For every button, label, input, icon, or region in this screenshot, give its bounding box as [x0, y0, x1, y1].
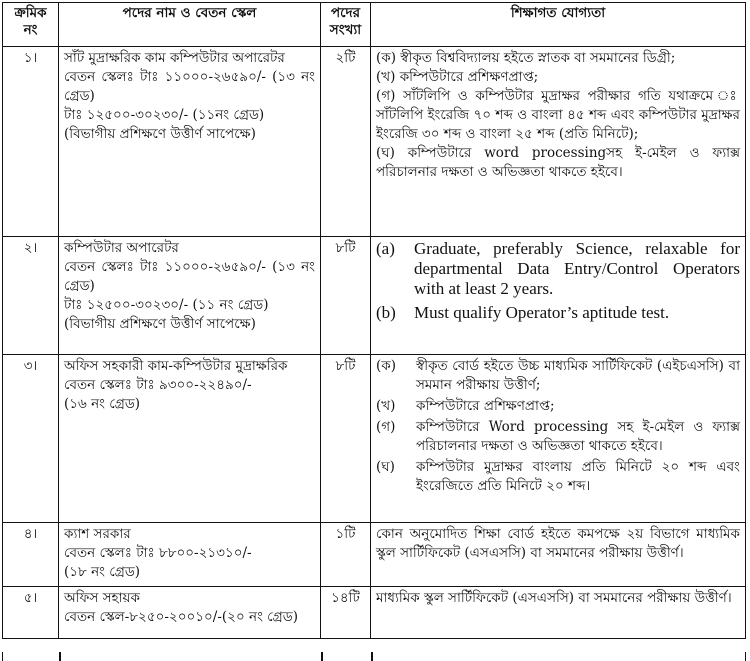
- qualification-cell: [371, 355, 746, 523]
- column-divider: [321, 652, 323, 661]
- qualification-item: [376, 239, 740, 299]
- qualification-item: কোন অনুমোদিত শিক্ষা বোর্ড হইতে কমপক্ষে ২য় বিভাগে মাধ্যমিক স্কুল সার্টিফিকেট (এসএসসি) বা সমমানের পরীক্ষায় উত্তীর্ণ।: [376, 526, 740, 561]
- serial-cell: ৪।: [3, 523, 59, 587]
- column-divider: [59, 652, 61, 661]
- count-cell: ১৪টি: [321, 587, 371, 639]
- pay-scale: বেতন স্কেলঃ টাঃ ৯৩০০-২২৪৯০/-: [64, 377, 252, 393]
- serial-cell: ৩।: [3, 355, 59, 523]
- serial-cell: ২।: [3, 237, 59, 355]
- qualification-item: (খ) কম্পিউটারে প্রশিক্ষণপ্রাপ্ত;: [376, 69, 539, 85]
- serial-cell: ১।: [3, 47, 59, 237]
- serial-header: ক্রমিক নং: [3, 3, 59, 47]
- pay-scale-alt: টাঃ ১২৫০০-৩০২৩০/- (১১ নং গ্রেড): [64, 297, 269, 313]
- qualification-header: শিক্ষাগত যোগ্যতা: [371, 3, 746, 47]
- qualification-cell: [371, 587, 746, 639]
- qualification-item: [376, 458, 740, 496]
- pay-scale: বেতন স্কেলঃ টাঃ ১১০০০-২৬৫৯০/- (১৩ নং গ্রেড): [64, 259, 315, 294]
- post-cell: [59, 355, 321, 523]
- item-marker: (ঘ): [376, 459, 395, 475]
- pay-scale: বেতন স্কেল-৮২৫০-২০০১০/-(২০ নং গ্রেড): [64, 609, 298, 625]
- column-divider: [371, 652, 373, 661]
- item-marker: (ক): [376, 358, 396, 374]
- next-row-stub: [2, 652, 746, 661]
- table-row: [3, 523, 746, 587]
- post-note: (বিভাগীয় প্রশিক্ষণে উত্তীর্ণ সাপেক্ষে): [64, 126, 256, 142]
- count-cell: ৮টি: [321, 237, 371, 355]
- pay-scale-alt: টাঃ ১২৫০০-৩০২৩০/- (১১নং গ্রেড): [64, 107, 265, 123]
- pay-scale: বেতন স্কেলঃ টাঃ ১১০০০-২৬৫৯০/- (১৩ নং গ্রেড): [64, 69, 315, 104]
- post-title: অফিস সহকারী কাম-কম্পিউটার মুদ্রাক্ষরিক: [64, 358, 288, 374]
- post-note: (বিভাগীয় প্রশিক্ষণে উত্তীর্ণ সাপেক্ষে): [64, 316, 256, 332]
- item-marker: (b): [376, 303, 396, 322]
- count-cell: ১টি: [321, 523, 371, 587]
- post-header: পদের নাম ও বেতন স্কেল: [59, 3, 321, 47]
- post-cell: [59, 237, 321, 355]
- item-marker: (গ): [376, 419, 396, 435]
- qualification-item: [376, 357, 740, 395]
- post-cell: [59, 587, 321, 639]
- qualification-item: (ক) স্বীকৃত বিশ্ববিদ্যালয় হইতে স্নাতক বা সমমানের ডিগ্রী;: [376, 50, 676, 66]
- qualification-cell: [371, 523, 746, 587]
- item-text: Graduate, preferably Science, relaxable for departmental Data Entry/Control Operators with at least 2 years.: [414, 239, 740, 298]
- count-header: পদের সংখ্যা: [321, 3, 371, 47]
- item-text: কম্পিউটার মুদ্রাক্ষর বাংলায় প্রতি মিনিটে ২০ শব্দ এবং ইংরেজিতে প্রতি মিনিটে ২০ শব্দ।: [416, 459, 740, 494]
- post-title: সাঁট মুদ্রাক্ষরিক কাম কম্পিউটার অপারেটর: [64, 50, 285, 66]
- item-marker: (a): [376, 239, 395, 258]
- serial-cell: ৫।: [3, 587, 59, 639]
- table-row: [3, 587, 746, 639]
- item-text: স্বীকৃত বোর্ড হইতে উচ্চ মাধ্যমিক সার্টিফিকেট (এইচএসসি) বা সমমান পরীক্ষায় উত্তীর্ণ;: [416, 358, 740, 393]
- qualification-item: [376, 397, 740, 416]
- post-title: কম্পিউটার অপারেটর: [64, 240, 179, 256]
- recruitment-table: [2, 2, 746, 639]
- qualification-item: মাধ্যমিক স্কুল সার্টিফিকেট (এসএসসি) বা সমমানের পরীক্ষায় উত্তীর্ণ।: [376, 590, 732, 606]
- table-row: [3, 47, 746, 237]
- post-title: অফিস সহায়ক: [64, 590, 140, 606]
- qualification-item: [376, 303, 740, 323]
- count-cell: ৮টি: [321, 355, 371, 523]
- count-cell: ২টি: [321, 47, 371, 237]
- post-cell: [59, 523, 321, 587]
- header-row: [3, 3, 746, 47]
- item-text: Must qualify Operator’s aptitude test.: [414, 303, 670, 322]
- item-text: কম্পিউটারে Word processing সহ ই-মেইল ও ফ্যাক্স পরিচালনার দক্ষতা ও অভিজ্ঞতা থাকতে হইবে।: [416, 419, 740, 454]
- qualification-item: [376, 418, 740, 456]
- qualification-cell: [371, 47, 746, 237]
- qualification-item: (গ) সাঁটলিপি ও কম্পিউটার মুদ্রাক্ষর পরীক্ষার গতি যথাক্রমে ঃ সাঁটলিপি ইংরেজি ৭০ শব্দ ও বাংলা ৪৫ শব্দ এবং কম্পিউটার মুদ্রাক্ষর ইংরেজি ৩০ শব্দ ও বাংলা ২৫ শব্দ (প্রতি মিনিটে);: [376, 88, 740, 142]
- grade: (১৬ নং গ্রেড): [64, 396, 141, 412]
- pay-scale: বেতন স্কেলঃ টাঃ ৮৮০০-২১৩১০/-: [64, 545, 252, 561]
- grade: (১৮ নং গ্রেড): [64, 564, 141, 580]
- qualification-cell: [371, 237, 746, 355]
- post-cell: [59, 47, 321, 237]
- item-marker: (খ): [376, 398, 396, 414]
- item-text: কম্পিউটারে প্রশিক্ষণপ্রাপ্ত;: [416, 398, 555, 414]
- table-row: [3, 237, 746, 355]
- table-row: [3, 355, 746, 523]
- post-title: ক্যাশ সরকার: [64, 526, 131, 542]
- qualification-item: (ঘ) কম্পিউটারে word processingসহ ই-মেইল ও ফ্যাক্স পরিচালনার দক্ষতা ও অভিজ্ঞতা থাকতে হইবে।: [376, 145, 740, 180]
